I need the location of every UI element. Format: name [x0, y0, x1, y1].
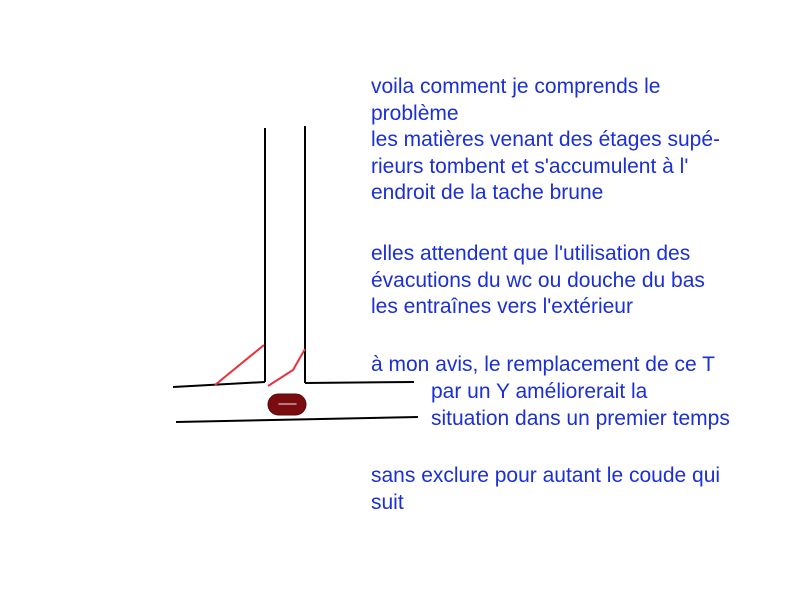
text-line: problème	[371, 101, 459, 125]
text-line: à mon avis, le remplacement de ce T	[371, 353, 715, 376]
horizontal-pipe-top-right-wall	[305, 382, 414, 383]
text-line: sans exclure pour autant le coude qui	[371, 464, 721, 487]
paragraph-opinion-continued	[431, 379, 730, 432]
vertical-pipe	[265, 126, 305, 383]
paragraph-problem	[371, 74, 720, 207]
right-joint-mark	[268, 349, 305, 386]
text-line: voila comment je comprends le	[371, 75, 661, 98]
horizontal-pipe-bottom-wall	[176, 417, 418, 422]
text-line: rieurs tombent et s'accumulent à l'	[371, 154, 689, 178]
text-line: suit	[371, 490, 404, 514]
paragraph-opinion	[371, 352, 715, 379]
text-line: par un Y améliorerait la	[431, 380, 648, 403]
text-line: les entraînes vers l'extérieur	[371, 295, 633, 318]
paragraph-elbow	[371, 463, 720, 516]
text-line: endroit de la tache brune	[371, 181, 604, 204]
left-joint-mark	[215, 345, 264, 385]
text-line: les matières venant des étages supé-	[371, 128, 721, 151]
paragraph-waiting	[371, 241, 705, 321]
red-joint-marks	[215, 345, 305, 386]
text-line: évacutions du wc ou douche du bas	[371, 268, 705, 292]
text-line: situation dans un premier temps	[431, 406, 730, 430]
text-line: elles attendent que l'utilisation des	[371, 242, 691, 265]
